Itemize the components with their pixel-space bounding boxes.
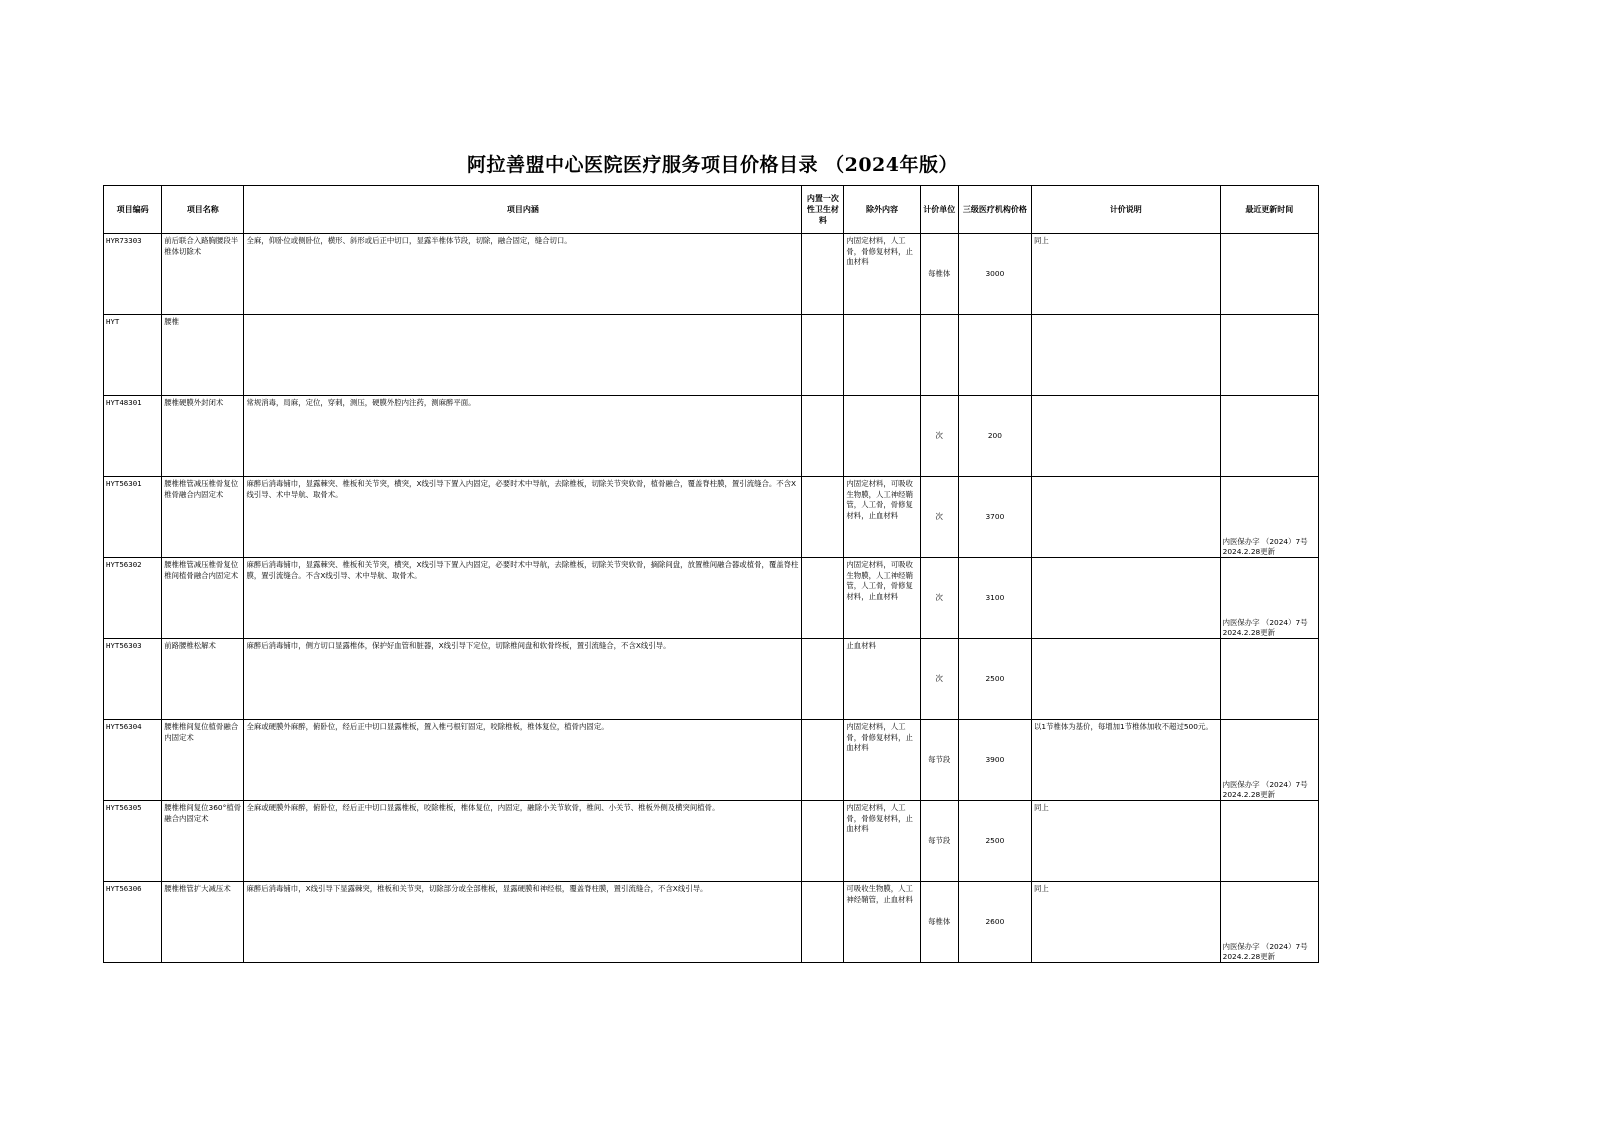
item-content: 麻醉后消毒铺巾，X线引导下显露棘突，椎板和关节突，切除部分或全部椎板，显露硬膜和神经根，覆盖脊柱膜，置引流缝合，不含X线引导。: [244, 882, 802, 963]
item-name: 腰椎: [162, 315, 244, 396]
item-updated: 内医保办字 （2024）7号 2024.2.28更新: [1220, 477, 1318, 558]
item-disposable: [802, 720, 844, 801]
item-exclude: 内固定材料，人工骨，骨修复材料，止血材料: [844, 234, 920, 315]
table-row: [104, 720, 1319, 801]
item-price: 200: [958, 396, 1031, 477]
item-name: 腰椎椎间复位360°植骨融合内固定术: [162, 801, 244, 882]
item-unit: 每节段: [920, 801, 958, 882]
header-code: 项目编码: [104, 186, 162, 234]
item-price: 3100: [958, 558, 1031, 639]
item-disposable: [802, 315, 844, 396]
item-content: [244, 315, 802, 396]
price-table: [103, 185, 1319, 963]
item-updated: [1220, 639, 1318, 720]
item-unit: 每椎体: [920, 234, 958, 315]
item-content: 全麻或硬膜外麻醉，俯卧位，经后正中切口显露椎板，置入椎弓根钉固定，咬除椎板，椎体复位，植骨内固定。: [244, 720, 802, 801]
item-exclude: [844, 315, 920, 396]
item-price: 3700: [958, 477, 1031, 558]
table-row: [104, 558, 1319, 639]
item-code: HYT56306: [104, 882, 162, 963]
item-code: HYT56305: [104, 801, 162, 882]
item-exclude: [844, 396, 920, 477]
item-price: 2500: [958, 639, 1031, 720]
item-note: [1032, 558, 1221, 639]
header-unit: 计价单位: [920, 186, 958, 234]
item-code: HYT56303: [104, 639, 162, 720]
item-note: [1032, 477, 1221, 558]
item-unit: 每节段: [920, 720, 958, 801]
table-row: [104, 639, 1319, 720]
item-name: 前路腰椎松解术: [162, 639, 244, 720]
item-exclude: 内固定材料，人工骨，骨修复材料，止血材料: [844, 801, 920, 882]
item-code: HYR73303: [104, 234, 162, 315]
item-unit: 次: [920, 558, 958, 639]
item-disposable: [802, 234, 844, 315]
item-name: 腰椎椎管减压椎骨复位椎骨融合内固定术: [162, 477, 244, 558]
item-price: 3900: [958, 720, 1031, 801]
header-note: 计价说明: [1032, 186, 1221, 234]
item-disposable: [802, 477, 844, 558]
item-name: 腰椎椎管扩大减压术: [162, 882, 244, 963]
item-price: 3000: [958, 234, 1031, 315]
item-unit: 次: [920, 639, 958, 720]
item-code: HYT48301: [104, 396, 162, 477]
table-row: [104, 396, 1319, 477]
item-note: 同上: [1032, 882, 1221, 963]
item-exclude: 内固定材料，可吸收生物膜，人工神经鞘管，人工骨，骨修复材料，止血材料: [844, 477, 920, 558]
item-unit: 次: [920, 477, 958, 558]
item-content: 麻醉后消毒铺巾，侧方切口显露椎体，保护好血管和脏器，X线引导下定位，切除椎间盘和软骨终板，置引流缝合，不含X线引导。: [244, 639, 802, 720]
item-disposable: [802, 558, 844, 639]
item-updated: [1220, 801, 1318, 882]
header-disposable: 内置一次性卫生材料: [802, 186, 844, 234]
table-row: [104, 477, 1319, 558]
header-price: 三级医疗机构价格: [958, 186, 1031, 234]
table-row: [104, 234, 1319, 315]
item-code: HYT: [104, 315, 162, 396]
item-exclude: 止血材料: [844, 639, 920, 720]
item-unit: 每椎体: [920, 882, 958, 963]
item-exclude: 内固定材料，可吸收生物膜，人工神经鞘管，人工骨，骨修复材料，止血材料: [844, 558, 920, 639]
item-name: 腰椎硬膜外封闭术: [162, 396, 244, 477]
item-price: 2600: [958, 882, 1031, 963]
item-content: 全麻，仰卧位或侧卧位，横形、斜形或后正中切口，显露半椎体节段，切除，融合固定，缝合切口。: [244, 234, 802, 315]
header-name: 项目名称: [162, 186, 244, 234]
item-updated: 内医保办字 （2024）7号 2024.2.28更新: [1220, 720, 1318, 801]
table-header-row: [104, 186, 1319, 234]
item-updated: 内医保办字 （2024）7号 2024.2.28更新: [1220, 882, 1318, 963]
item-updated: [1220, 396, 1318, 477]
item-note: [1032, 396, 1221, 477]
header-content: 项目内涵: [244, 186, 802, 234]
page-title: 阿拉善盟中心医院医疗服务项目价格目录 （2024年版）: [467, 154, 958, 176]
table-row: [104, 315, 1319, 396]
item-exclude: 内固定材料，人工骨，骨修复材料，止血材料: [844, 720, 920, 801]
header-updated: 最近更新时间: [1220, 186, 1318, 234]
item-note: 同上: [1032, 234, 1221, 315]
item-name: 腰椎椎管减压椎骨复位椎间植骨融合内固定术: [162, 558, 244, 639]
item-price: [958, 315, 1031, 396]
header-exclude: 除外内容: [844, 186, 920, 234]
item-code: HYT56304: [104, 720, 162, 801]
item-exclude: 可吸收生物膜，人工神经鞘管，止血材料: [844, 882, 920, 963]
item-name: 腰椎椎间复位植骨融合内固定术: [162, 720, 244, 801]
item-code: HYT56302: [104, 558, 162, 639]
item-content: 麻醉后消毒铺巾，显露棘突、椎板和关节突，横突，X线引导下置入内固定，必要时术中导航，去除椎板，切除关节突软骨，摘除间盘，放置椎间融合器或植骨，覆盖脊柱膜，置引流缝合。不含X线引导、术中导航、取骨术。: [244, 558, 802, 639]
item-updated: 内医保办字 （2024）7号 2024.2.28更新: [1220, 558, 1318, 639]
item-disposable: [802, 801, 844, 882]
item-disposable: [802, 639, 844, 720]
table-row: [104, 801, 1319, 882]
item-code: HYT56301: [104, 477, 162, 558]
item-disposable: [802, 396, 844, 477]
item-disposable: [802, 882, 844, 963]
item-unit: 次: [920, 396, 958, 477]
item-note: 以1节椎体为基价，每增加1节椎体加收不超过500元。: [1032, 720, 1221, 801]
item-content: 常规消毒，局麻，定位，穿刺，测压，硬膜外腔内注药，测麻醉平面。: [244, 396, 802, 477]
item-content: 麻醉后消毒铺巾，显露棘突、椎板和关节突，横突，X线引导下置入内固定，必要时术中导航，去除椎板，切除关节突软骨，植骨融合，覆盖脊柱膜，置引流缝合。不含X线引导、术中导航、取骨术。: [244, 477, 802, 558]
item-updated: [1220, 234, 1318, 315]
table-row: [104, 882, 1319, 963]
item-price: 2500: [958, 801, 1031, 882]
item-note: [1032, 315, 1221, 396]
item-name: 前后联合入路胸腰段半椎体切除术: [162, 234, 244, 315]
item-note: [1032, 639, 1221, 720]
item-unit: [920, 315, 958, 396]
item-note: 同上: [1032, 801, 1221, 882]
item-content: 全麻或硬膜外麻醉，俯卧位，经后正中切口显露椎板，咬除椎板，椎体复位，内固定，融除小关节软骨，椎间、小关节、椎板外侧及横突间植骨。: [244, 801, 802, 882]
item-updated: [1220, 315, 1318, 396]
